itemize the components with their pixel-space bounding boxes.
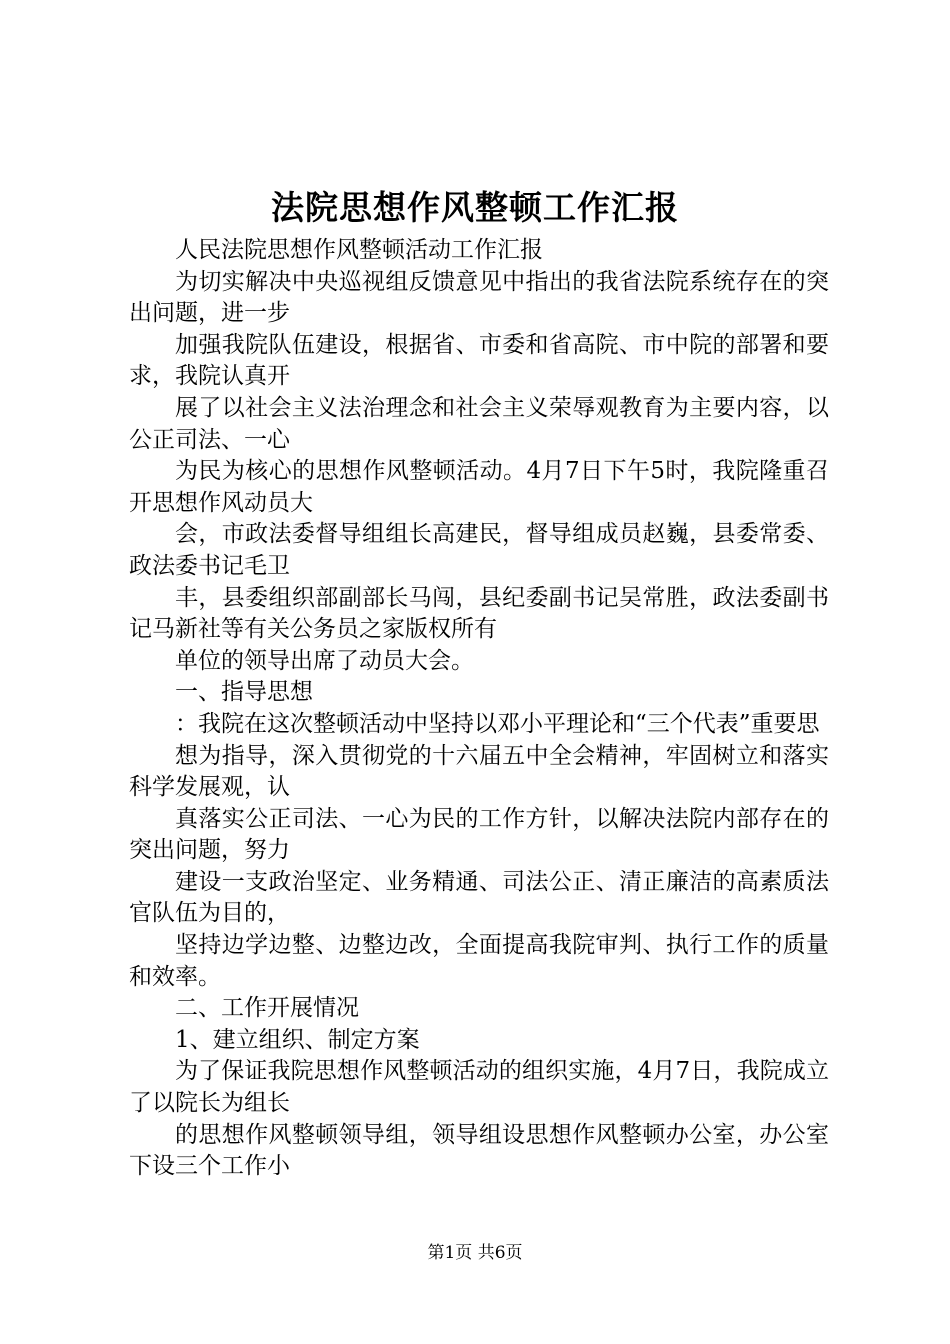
paragraph: 真落实公正司法、一心为民的工作方针，以解决法院内部存在的突出问题，努力 xyxy=(129,805,829,864)
paragraph: 为了保证我院思想作风整顿活动的组织实施，4月7日，我院成立了以院长为组长 xyxy=(129,1058,829,1117)
document-title: 法院思想作风整顿工作汇报 xyxy=(271,188,679,227)
paragraph: 丰，县委组织部副部长马闯，县纪委副书记吴常胜，政法委副书记马新社等有关公务员之家版权所有 xyxy=(129,584,829,643)
section-heading: 二、工作开展情况 xyxy=(175,995,359,1022)
paragraph: 会，市政法委督导组组长高建民，督导组成员赵巍，县委常委、政法委书记毛卫 xyxy=(129,521,829,579)
paragraph: 单位的领导出席了动员大会。 xyxy=(175,647,474,674)
paragraph: 建设一支政治坚定、业务精通、司法公正、清正廉洁的高素质法官队伍为目的， xyxy=(129,868,829,927)
section-heading: 一、指导思想 xyxy=(175,679,313,706)
paragraph: 人民法院思想作风整顿活动工作汇报 xyxy=(175,237,543,263)
subsection-heading: 1、建立组织、制定方案 xyxy=(175,1026,420,1053)
page-footer: 第1页 共6页 xyxy=(427,1243,523,1263)
paragraph: 为切实解决中央巡视组反馈意见中指出的我省法院系统存在的突出问题，进一步 xyxy=(129,268,829,327)
document-body xyxy=(129,235,829,1183)
paragraph: 想为指导，深入贯彻党的十六届五中全会精神，牢固树立和落实科学发展观，认 xyxy=(129,742,829,801)
paragraph: 为民为核心的思想作风整顿活动。4月7日下午5时，我院隆重召开思想作风动员大 xyxy=(129,458,829,516)
paragraph: ：我院在这次整顿活动中坚持以邓小平理论和“三个代表”重要思 xyxy=(175,710,820,737)
paragraph: 坚持边学边整、边整边改，全面提高我院审判、执行工作的质量和效率。 xyxy=(129,932,829,990)
paragraph: 加强我院队伍建设，根据省、市委和省高院、市中院的部署和要求，我院认真开 xyxy=(129,331,829,390)
paragraph: 的思想作风整顿领导组，领导组设思想作风整顿办公室，办公室下设三个工作小 xyxy=(129,1121,829,1180)
paragraph: 展了以社会主义法治理念和社会主义荣辱观教育为主要内容，以公正司法、一心 xyxy=(129,394,829,453)
